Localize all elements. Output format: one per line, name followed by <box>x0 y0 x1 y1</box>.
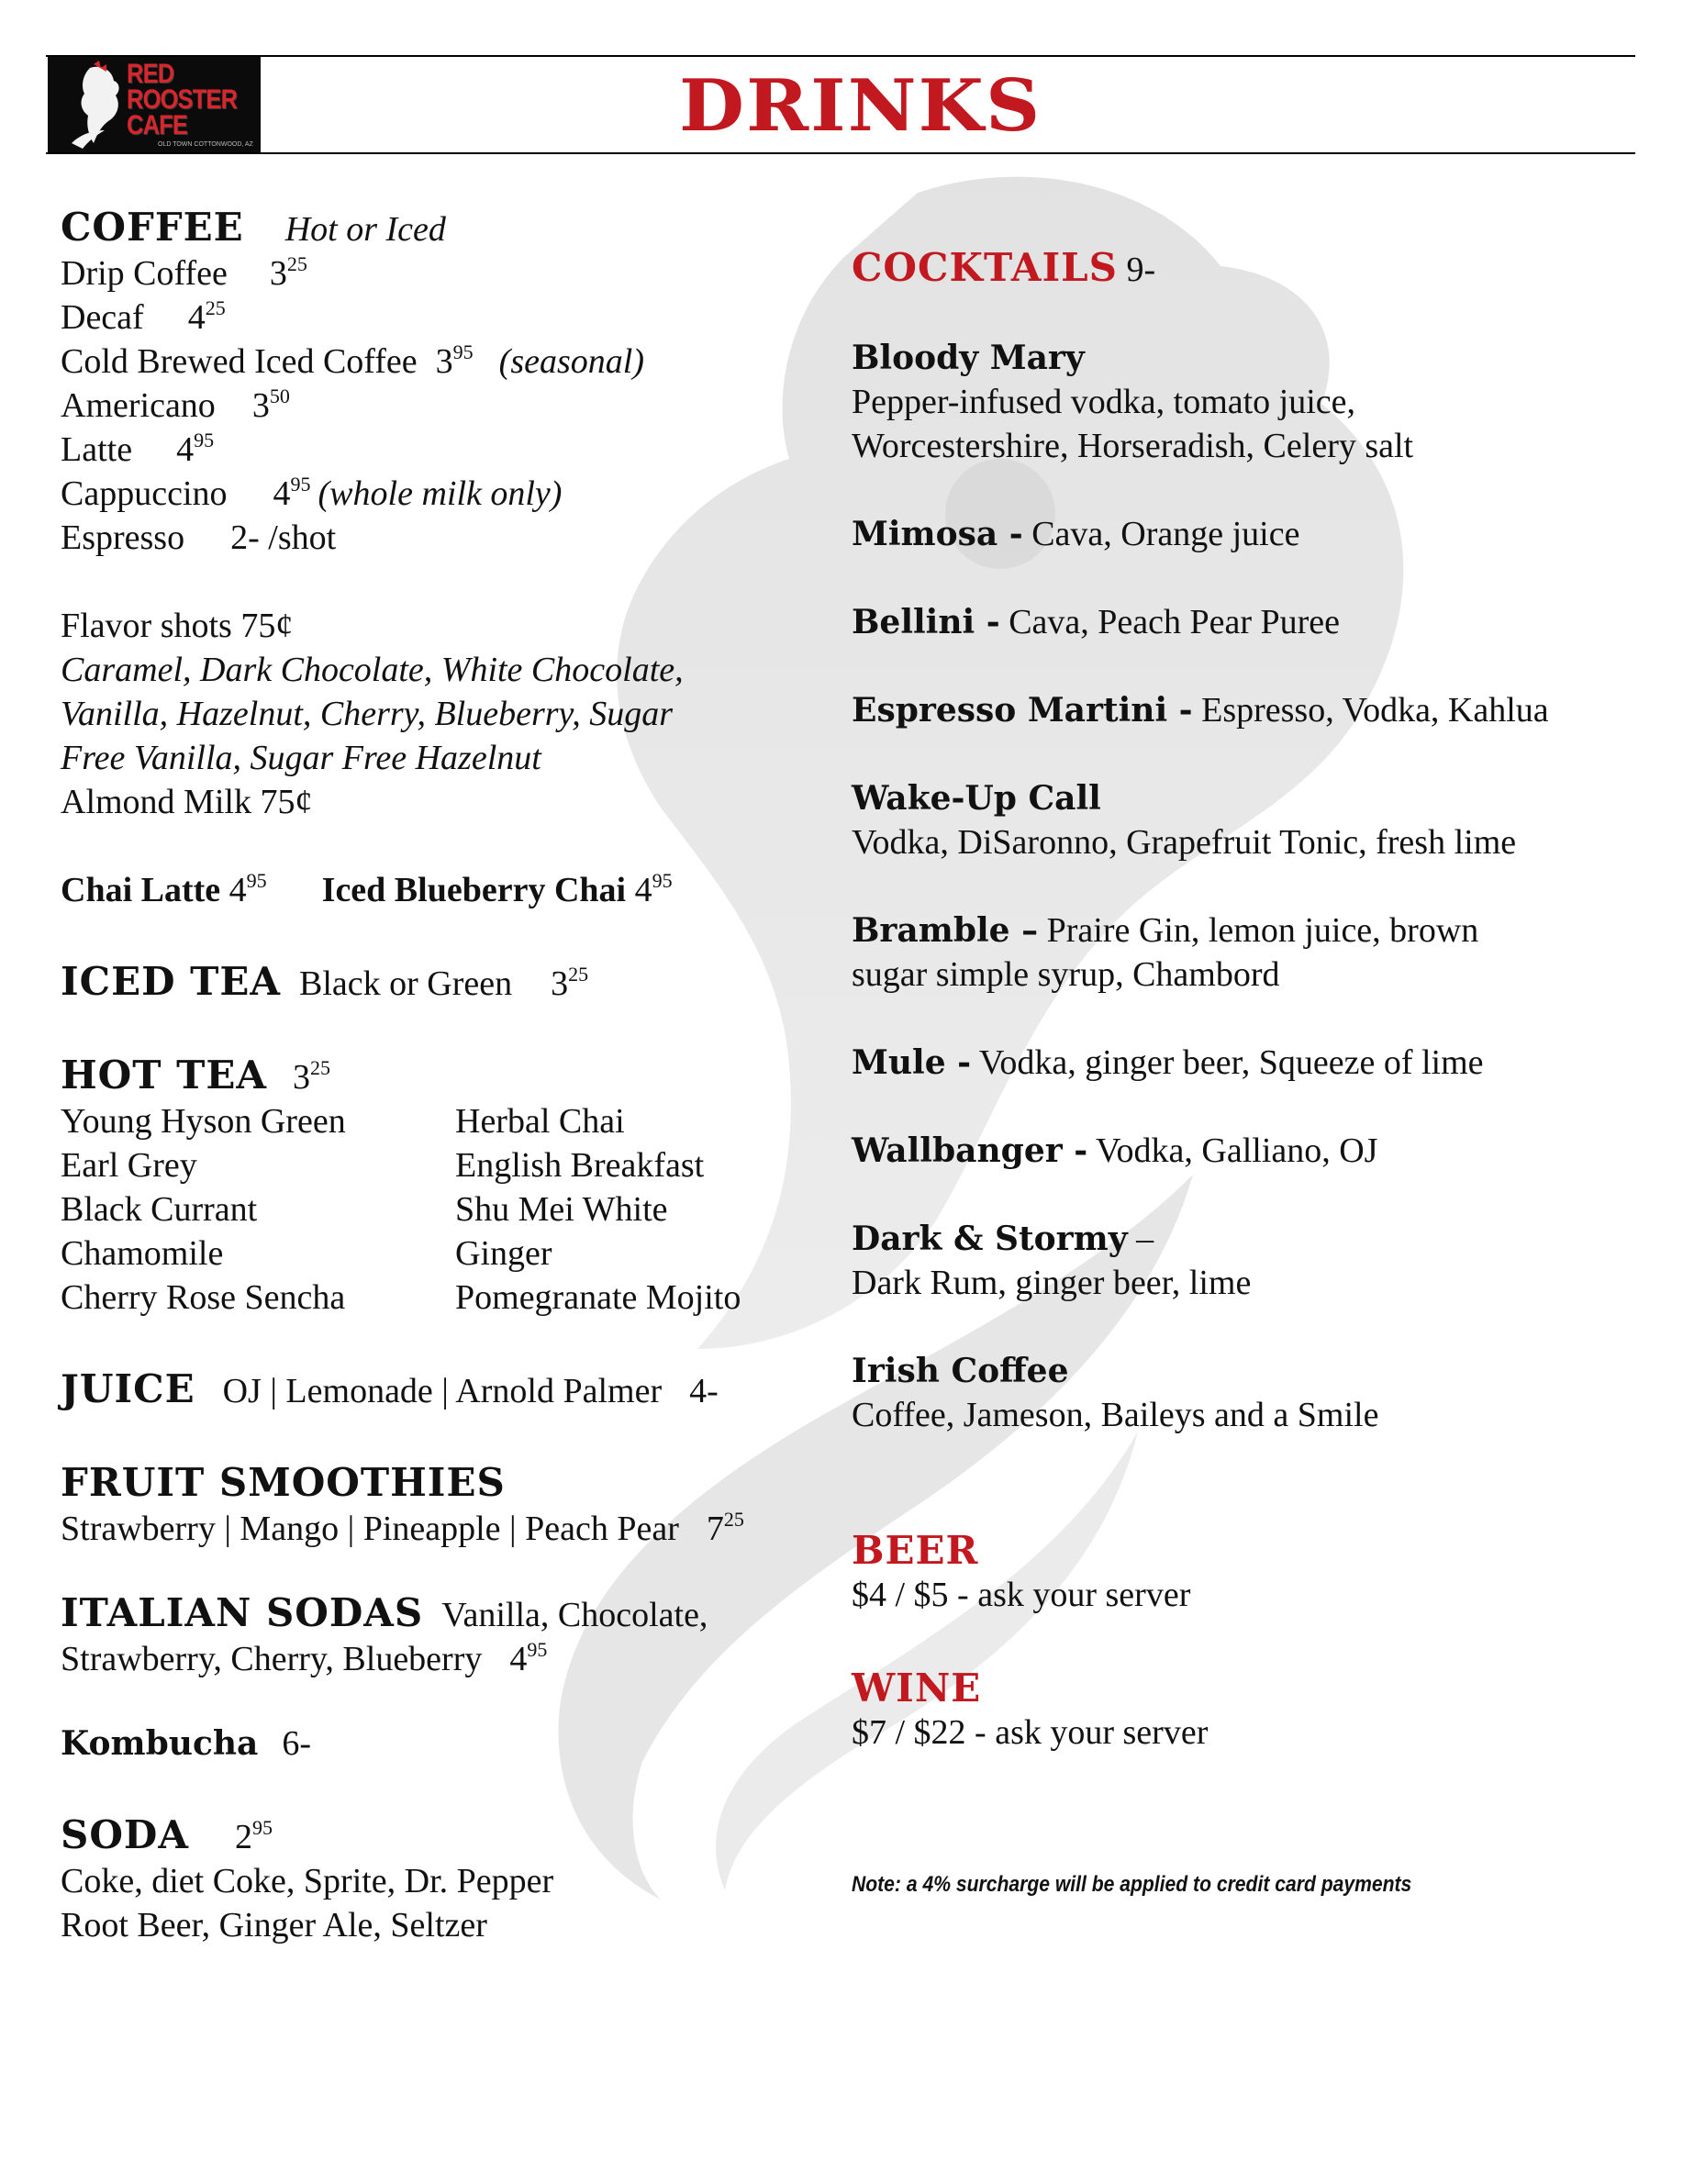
italian-sodas-row <box>61 1591 795 1637</box>
item-name: Flavor shots <box>61 607 232 645</box>
cocktail-desc: Espresso, Vodka, Kahlua <box>1192 691 1549 730</box>
list-item: Ginger <box>455 1234 552 1273</box>
item-name: Latte <box>61 430 133 469</box>
list-item: Herbal Chai <box>455 1102 625 1141</box>
hot-tea-heading: HOT TEA <box>61 1053 267 1098</box>
menu-item-drip-coffee <box>61 251 795 295</box>
list-item: Chamomile <box>61 1234 224 1273</box>
cocktail-desc: Coffee, Jameson, Baileys and a Smile <box>852 1396 1379 1434</box>
smoothies-desc: Strawberry | Mango | Pineapple | Peach Pear <box>61 1510 679 1548</box>
left-column <box>61 206 795 1947</box>
coffee-heading-row <box>61 206 795 251</box>
soda-heading-row <box>61 1813 795 1859</box>
menu-item-americano <box>61 384 795 428</box>
soda-line: Coke, diet Coke, Sprite, Dr. Pepper <box>61 1862 554 1900</box>
beer-heading: BEER <box>852 1528 979 1573</box>
cocktail-name: Bramble – <box>852 911 1039 950</box>
soda-line: Root Beer, Ginger Ale, Seltzer <box>61 1906 487 1944</box>
italian-sodas-line1: Vanilla, Chocolate, <box>441 1596 708 1634</box>
item-price: $4^{95}$ <box>176 429 215 469</box>
item-name: Drip Coffee <box>61 254 228 293</box>
item-name: Almond Milk <box>61 783 251 821</box>
surcharge-note: Note: a 4% surcharge will be applied to credit card payments <box>852 1872 1412 1897</box>
item-name: Decaf <box>61 298 144 337</box>
cocktail-desc: Dark Rum, ginger beer, lime <box>852 1264 1252 1302</box>
menu-item-latte <box>61 428 795 472</box>
cocktail-desc: Cava, Peach Pear Puree <box>999 603 1341 641</box>
item-name: Espresso <box>61 518 185 557</box>
logo-line-red: RED <box>127 59 174 89</box>
item-name: Cold Brewed Iced Coffee <box>61 342 418 381</box>
iced-tea-heading: ICED TEA <box>61 959 281 1004</box>
list-item: Shu Mei White <box>455 1190 668 1229</box>
flavor-list-line: Free Vanilla, Sugar Free Hazelnut <box>61 739 541 777</box>
item-price: $3^{50}$ <box>251 384 290 425</box>
smoothies-heading: FRUIT SMOOTHIES <box>61 1460 506 1505</box>
header-rule <box>46 152 1635 154</box>
juice-price: 4- <box>689 1372 719 1410</box>
soda-price: $2^{95}$ <box>234 1816 273 1856</box>
wine-desc: $7 / $22 - ask your server <box>852 1713 1209 1752</box>
item-note: (whole milk only) <box>318 474 563 513</box>
logo-subtext: OLD TOWN COTTONWOOD, AZ <box>158 141 253 148</box>
cocktail-dark-stormy <box>852 1217 1650 1261</box>
cocktail-name: Espresso Martini - <box>852 691 1193 730</box>
cocktail-desc: Worcestershire, Horseradish, Celery salt <box>852 427 1414 465</box>
cocktail-espresso-martini <box>852 688 1650 732</box>
iced-tea-row <box>61 960 795 1006</box>
hot-tea-heading-row <box>61 1053 795 1099</box>
smoothies-price: $7^{25}$ <box>706 1508 744 1548</box>
soda-heading: SODA <box>61 1812 189 1857</box>
kombucha-row <box>61 1722 795 1766</box>
cocktail-desc: Vodka, Galliano, OJ <box>1087 1131 1378 1170</box>
juice-row <box>61 1367 795 1413</box>
right-column <box>852 246 1650 1907</box>
chai-latte-name: Chai Latte <box>61 871 221 909</box>
list-item: English Breakfast <box>455 1146 705 1185</box>
item-name: Americano <box>61 386 216 425</box>
juice-desc: OJ | Lemonade | Arnold Palmer <box>222 1372 663 1410</box>
beer-desc: $4 / $5 - ask your server <box>852 1576 1191 1614</box>
menu-item-espresso <box>61 516 795 560</box>
iced-tea-price: $3^{25}$ <box>551 963 589 1003</box>
flavor-list-line: Caramel, Dark Chocolate, White Chocolate, <box>61 651 684 689</box>
cocktail-desc: Cava, Orange juice <box>1022 515 1300 553</box>
cocktail-name: Dark & Stormy <box>852 1220 1128 1258</box>
logo-line-rooster: ROOSTER <box>127 84 238 115</box>
list-item: Black Currant <box>61 1190 258 1229</box>
cocktail-wallbanger <box>852 1129 1650 1173</box>
coffee-heading: COFFEE <box>61 205 244 250</box>
flavor-shots-row <box>61 604 795 648</box>
iced-blueberry-chai-price: $4^{95}$ <box>634 869 673 909</box>
cocktail-bellini <box>852 600 1650 644</box>
cocktail-name: Mimosa - <box>852 515 1023 553</box>
juice-heading: JUICE <box>61 1366 195 1411</box>
hot-tea-list <box>61 1099 795 1320</box>
wine-heading: WINE <box>852 1666 982 1710</box>
cocktails-price: 9- <box>1126 251 1156 289</box>
cocktail-name: Bloody Mary <box>852 339 1085 377</box>
item-price: 75¢ <box>240 607 294 645</box>
red-rooster-logo <box>48 57 261 152</box>
cocktail-bramble <box>852 908 1650 953</box>
iced-tea-desc: Black or Green <box>298 964 513 1003</box>
menu-item-cold-brew <box>61 340 795 384</box>
cocktail-name: Mule - <box>852 1043 972 1082</box>
cocktail-desc: Pepper-infused vodka, tomato juice, <box>852 383 1356 421</box>
flavor-list-line: Vanilla, Hazelnut, Cherry, Blueberry, Sugar <box>61 695 674 733</box>
item-note: (seasonal) <box>498 342 644 381</box>
list-item: Pomegranate Mojito <box>455 1278 741 1317</box>
chai-row <box>61 868 795 912</box>
item-price: $4^{95}$ <box>273 473 311 513</box>
hot-tea-price: $3^{25}$ <box>293 1056 330 1097</box>
list-item: Earl Grey <box>61 1146 197 1185</box>
coffee-subtitle: Hot or Iced <box>284 210 446 249</box>
cocktail-desc: Praire Gin, lemon juice, brown <box>1038 911 1479 950</box>
italian-sodas-row2 <box>61 1637 795 1681</box>
menu-item-cappuccino <box>61 472 795 516</box>
smoothies-row <box>61 1507 795 1551</box>
cocktail-desc: Vodka, DiSaronno, Grapefruit Tonic, fresh lime <box>852 823 1517 862</box>
cocktails-heading-row <box>852 246 1650 292</box>
chai-latte-price: $4^{95}$ <box>228 869 267 909</box>
iced-blueberry-chai-name: Iced Blueberry Chai <box>321 871 627 909</box>
italian-sodas-line2: Strawberry, Cherry, Blueberry <box>61 1640 483 1678</box>
menu-item-decaf <box>61 295 795 340</box>
smoothies-heading-row <box>61 1461 795 1507</box>
almond-milk-row <box>61 780 795 824</box>
cocktail-desc: sugar simple syrup, Chambord <box>852 955 1280 994</box>
item-price: $3^{25}$ <box>269 252 307 293</box>
item-name: Cappuccino <box>61 474 228 513</box>
item-price: $3^{95}$ <box>435 340 474 381</box>
italian-sodas-price: $4^{95}$ <box>509 1638 548 1678</box>
top-rule <box>46 55 1635 57</box>
cocktail-mule <box>852 1041 1650 1085</box>
rooster-icon <box>53 61 127 149</box>
cocktail-mimosa <box>852 512 1650 556</box>
cocktail-name: Wallbanger - <box>852 1131 1088 1170</box>
kombucha-heading: Kombucha <box>61 1724 259 1763</box>
page-title: DRINKS <box>679 64 1042 148</box>
cocktail-name: Bellini - <box>852 603 1000 641</box>
kombucha-price: 6- <box>282 1724 312 1763</box>
item-price: $4^{25}$ <box>187 296 226 337</box>
italian-sodas-heading: ITALIAN SODAS <box>61 1590 424 1635</box>
item-price: 75¢ <box>260 783 313 821</box>
cocktail-desc: Vodka, ginger beer, Squeeze of lime <box>971 1043 1484 1082</box>
list-item: Cherry Rose Sencha <box>61 1278 346 1317</box>
cocktails-heading: COCKTAILS <box>852 245 1118 290</box>
cocktail-name: Wake-Up Call <box>852 779 1101 818</box>
item-price: 2- /shot <box>230 518 337 557</box>
cocktail-name: Irish Coffee <box>852 1352 1069 1390</box>
logo-line-cafe: CAFE <box>127 110 188 140</box>
list-item: Young Hyson Green <box>61 1102 346 1141</box>
cocktail-dash: – <box>1127 1220 1154 1258</box>
